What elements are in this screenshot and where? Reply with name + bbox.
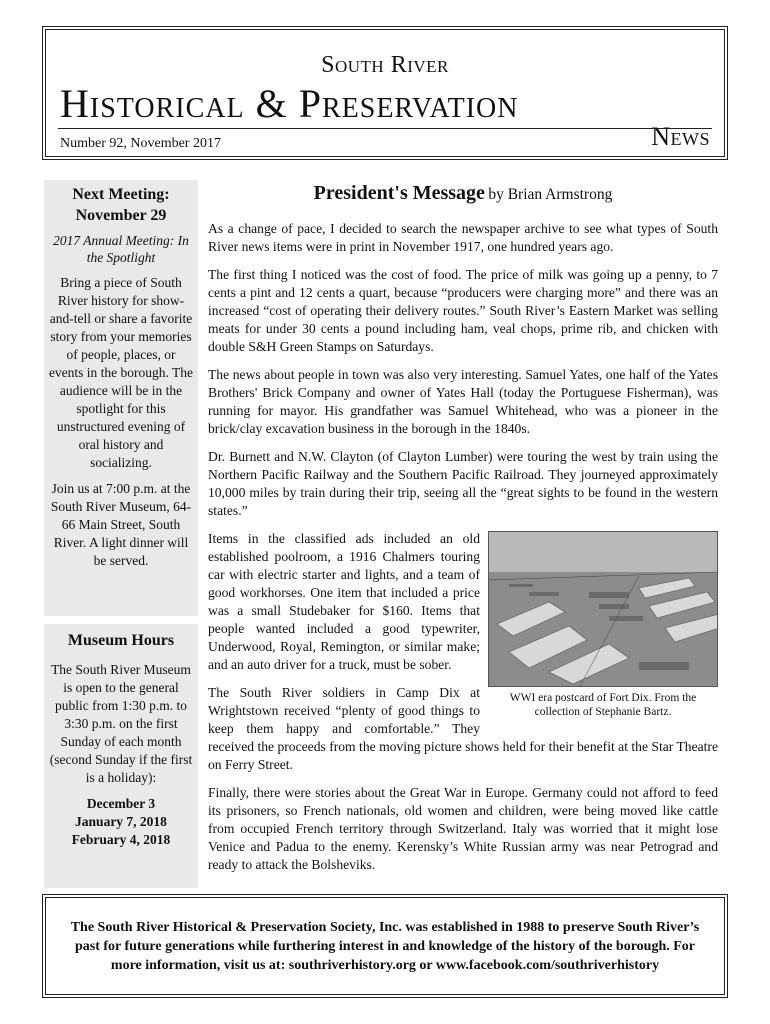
museum-hours-dates (48, 795, 194, 849)
article-paragraph: Items in the classified ads included an old established poolroom, a 1916 Chalmers touring car with electric starter and lights, and a team of good workhorses. One item that included a price was a small Studebaker for $160. Items that people wanted included a good typewriter, Underwood, Royal, Remington, or similar make; and an auto driver for a truck, must be sober. (208, 531, 480, 672)
masthead-word-preservation: Preservation (298, 81, 519, 126)
article-header (208, 184, 718, 204)
next-meeting-body: Bring a piece of South River history for show-and-tell or share a favorite story from your memories of people, places, or events in the borough. The audience will be in the spotlight for this unstructured evening of oral history and socializing. (48, 275, 194, 470)
article-byline: by Brian Armstrong (488, 186, 613, 203)
masthead-ampersand: & (255, 81, 288, 126)
article-paragraph: The news about people in town was also very interesting. Samuel Yates, one half of the Yates Brothers' Brick Company and owner of Yates Hall (today the Portuguese Fisherman), was running for mayor. His grandfather was Samuel Whitehead, who was a pioneer in the brick/clay excavation business in the borough in the 1840s. (208, 367, 718, 436)
article-paragraph: The first thing I noticed was the cost of food. The price of milk was going up a penny, to 7 cents a pint and 12 cents a quart, because “producers were charging more” and there was an increased “cost of operating their delivery routes.” South River’s Eastern Market was selling meats for under 30 cents a pound including ham, veal chops, prime rib, and chicken with double S&H Green Stamps on Saturdays. (208, 267, 718, 354)
masthead (42, 26, 728, 160)
next-meeting-subtitle: 2017 Annual Meeting: In the Spotlight (53, 233, 189, 265)
society-info-box (42, 894, 728, 998)
next-meeting-heading: Next Meeting: November 29 (72, 186, 170, 224)
society-info-text: The South River Historical & Preservation Society, Inc. was established in 1988 to preserve South River’s past for future generations while furthering interest in and knowledge of the history of the borough. For more information, visit us at: southriverhistory.org or www.facebook.com/southriverhistory (70, 919, 700, 973)
article-paragraph: As a change of pace, I decided to search the newspaper archive to see what types of South River news items were in print in November 1917, one hundred years ago. (208, 221, 718, 254)
masthead-news: News (651, 122, 710, 151)
next-meeting-box (44, 180, 198, 616)
museum-date: December 3 (86, 796, 156, 811)
article (208, 184, 718, 884)
sidebar (44, 180, 198, 888)
issue-number: Number 92, November 2017 (60, 136, 221, 151)
masthead-line1 (46, 52, 724, 79)
masthead-line1-text: South River (321, 52, 449, 78)
postcard-illustration (489, 532, 718, 687)
photo-caption: WWI era postcard of Fort Dix. From the collection of Stephanie Bartz. (509, 692, 697, 718)
museum-date: January 7, 2018 (75, 814, 167, 829)
masthead-title (60, 80, 518, 127)
article-paragraph: Finally, there were stories about the Great War in Europe. Germany could not afford to feed its prisoners, so French nationals, old women and children, were being moved like cattle from occupied French territory through Switzerland. Italy was worried that it might lose Venice and Padua to the enemy. Kerensky’s White Russian army was near Petrograd and ready to attack the Bolsheviks. (208, 785, 718, 872)
fort-dix-postcard-image (488, 531, 718, 687)
article-title: President's Message (313, 182, 485, 204)
next-meeting-details: Join us at 7:00 p.m. at the South River Museum, 64-66 Main Street, South River. A light dinner will be served. (50, 481, 192, 568)
article-paragraph: The South River soldiers in Camp Dix at Wrightstown received “plenty of good things to keep them happy and comfortable.” They received the proceeds from the moving picture shows held for their benefit at the Star Theatre on Ferry Street. (208, 685, 718, 772)
museum-hours-body: The South River Museum is open to the general public from 1:30 p.m. to 3:30 p.m. on the first Sunday of each month (second Sunday if the first is a holiday): (49, 662, 193, 785)
museum-hours-heading: Museum Hours (67, 632, 175, 649)
museum-date: February 4, 2018 (71, 832, 171, 847)
article-paragraph: Dr. Burnett and N.W. Clayton (of Clayton Lumber) were touring the west by train using the Northern Pacific Railway and the Southern Pacific Railroad. They journeyed approximately 10,000 miles by train during their trip, seeing all the “great sights to be found in the western states.” (208, 449, 718, 518)
masthead-word-historical: Historical (60, 81, 245, 126)
masthead-rule (58, 128, 712, 129)
photo-figure (488, 531, 718, 719)
museum-hours-box (44, 624, 198, 888)
